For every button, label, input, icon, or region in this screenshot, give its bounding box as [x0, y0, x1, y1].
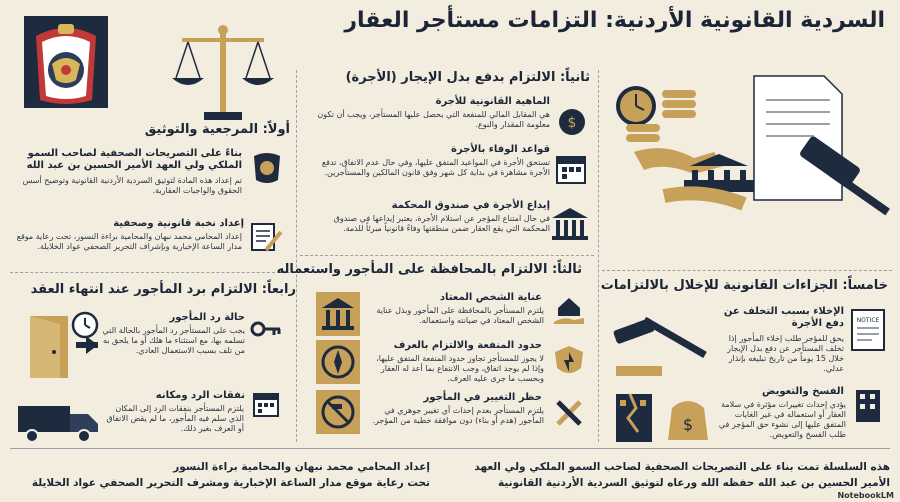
sec4-item2-text: يلتزم المستأجر بنفقات الرد إلى المكان الذي سلم فيه المأجور، ما لم يقض الاتفاق أو العرف بغير ذلك.: [106, 404, 244, 433]
divider: [300, 255, 594, 256]
scales-of-justice-icon: [168, 20, 278, 130]
sec2-item3-title: إيداع الأجرة في صندوق المحكمة: [391, 200, 550, 211]
footer-divider: [10, 448, 890, 449]
building-icon: [316, 292, 360, 336]
section-5-heading: خامساً: الجزاءات القانونية للإخلال بالالتزامات: [600, 278, 888, 293]
sec3-item2-text: لا يجوز للمستأجر تجاوز حدود المنفعة المتفق عليها، وإذا لم يوجد اتفاق، وجب الانتفاع بما أعد له العقار وبحسب ما جرى عليه العرف.: [376, 354, 544, 383]
sec2-item2-title: قواعد الوفاء بالأجرة: [451, 144, 550, 155]
sec1-item1-text: تم إعداد هذه المادة لتوثيق السردية الأردنية القانونية وتوضيح أسس الحقوق والواجبات العقارية.: [22, 176, 242, 195]
coins-icon: [556, 106, 588, 138]
sec3-item3-title: حظر التغيير في المأجور: [423, 392, 542, 403]
calendar-icon: [554, 152, 588, 186]
sec1-item1-title: بناءً على التصريحات الصحفية لصاحب السمو الملكي ولي العهد الأمير الحسين بن عبد الله: [26, 148, 242, 171]
key-icon: [250, 316, 282, 342]
sec3-item1-text: يلتزم المستأجر بالمحافظة على المأجور وبذل عناية الشخص المعتاد في صيانته واستعماله.: [376, 306, 544, 325]
sec3-item3-text: يلتزم المستأجر بعدم إحداث أي تغيير جوهري في المأجور (هدم أو بناء) دون موافقة خطية من المؤجر.: [372, 406, 544, 425]
coat-of-arms-icon: [22, 14, 110, 110]
sec5-item1-text: يحق للمؤجر طلب إخلاء المأجور إذا تخلف المستأجر عن دفع بدل الإيجار خلال 15 يوماً من تاريخ تبليغه بإنذار عدلي.: [727, 334, 844, 373]
courthouse-icon: [550, 206, 590, 242]
sec2-item1-text: هي المقابل المالي للمنفعة التي يحصل عليها المستأجر، ويجب أن تكون معلومة المقدار والنوع.: [317, 110, 550, 129]
delivery-truck-icon: [16, 400, 102, 444]
footer-right-line1: هذه السلسلة تمت بناء على التصريحات الصحفية لصاحب السمو الملكي ولي العهد: [474, 461, 890, 473]
divider: [602, 270, 892, 271]
sec2-item3-text: في حال امتناع المؤجر عن استلام الأجرة، يعتبر إيداعها في صندوق المحكمة التي يقع العقار ضمن منطقتها وفاءً قانونياً مبرئاً للذمة.: [333, 214, 550, 233]
notice-document-icon: [848, 308, 892, 352]
section-2-heading: ثانياً: الالتزام بدفع بدل الإيجار (الأجرة): [345, 70, 590, 85]
house-hand-icon: [552, 292, 586, 326]
section-4-heading: رابعاً: الالتزام برد المأجور عند انتهاء العقد: [30, 282, 296, 297]
divider: [10, 272, 290, 273]
sec4-item1-title: حالة رد المأجور: [169, 312, 245, 323]
footer-left-line2: تحت رعاية موقع مدار الساعة الإخبارية ومشرف التحرير الصحفي عواد الخلايلة: [31, 477, 430, 489]
sec2-item1-title: الماهية القانونية للأجرة: [435, 96, 550, 107]
compass-icon: [316, 340, 360, 384]
footer-left-line1: إعداد المحامي محمد نبهان والمحامية براءة النسور: [173, 461, 430, 473]
sec3-item2-title: حدود المنفعة والالتزام بالعرف: [393, 340, 542, 351]
scale-building-icon: [850, 386, 890, 426]
rent-illustration-icon: [604, 70, 892, 256]
sec2-item2-text: تستحق الأجرة في المواعيد المتفق عليها، وفي حال عدم الاتفاق، تدفع الأجرة مشاهرة في بداية كل شهر وفق قانون المالكين والمستأجرين.: [321, 158, 550, 177]
sec5-item2-text: يؤدي إحداث تغييرات مؤثرة في سلامة العقار أو استعماله في غير الغايات المتفق عليها إلى نشوء حق المؤجر في طلب الفسخ والتعويض.: [718, 400, 846, 439]
calendar-icon: [252, 390, 280, 418]
sec3-item1-title: عناية الشخص المعتاد: [439, 292, 542, 303]
no-hammer-icon: [316, 390, 360, 434]
footer-right-line2: الأمير الحسين بن عبد الله حفظه الله ورعاه لتوثيق السردية الأردنية القانونية: [498, 477, 890, 489]
gavel-icon: [612, 304, 712, 384]
divider: [598, 70, 599, 442]
document-pen-icon: [248, 220, 284, 254]
sec1-item2-title: إعداد نخبة قانونية وصحفية: [113, 218, 244, 229]
svg-text:$: $: [682, 415, 694, 434]
shield-icon: [552, 344, 586, 380]
page-title: السردية القانونية الأردنية: التزامات مستأجر العقار: [344, 8, 885, 33]
sec1-item2-text: إعداد المحامي محمد نبهان والمحامية براءة النسور، تحت رعاية موقع مدار الساعة الإخبارية وبإشراف التحرير الصحفي عواد الخلايلة.: [16, 232, 242, 251]
sec5-item2-title: الفسخ والتعويض: [761, 386, 844, 397]
sec4-item2-title: نفقات الرد ومكانه: [155, 390, 245, 401]
section-1-heading: أولاً: المرجعية والتوثيق: [144, 122, 290, 137]
damaged-building-icon: [612, 384, 712, 444]
divider: [296, 70, 297, 442]
sec4-item1-text: يجب على المستأجر رد المأجور بالحالة التي تسلمه بها، مع استثناء ما هلك أو ما يلحق به من تلف بسبب الاستعمال العادي.: [102, 326, 245, 355]
crest-icon: [250, 150, 284, 186]
clock-icon: [70, 310, 100, 340]
section-3-heading: ثالثاً: الالتزام بالمحافظة على المأجور واستعماله: [276, 262, 582, 277]
tools-icon: [552, 396, 586, 430]
svg-text:NOTICE: NOTICE: [856, 317, 880, 324]
sec5-item1-title: الإخلاء بسبب التخلف عن دفع الأجرة: [723, 306, 844, 329]
brand-label: NotebookLM: [837, 491, 894, 500]
svg-text:$: $: [567, 115, 577, 131]
